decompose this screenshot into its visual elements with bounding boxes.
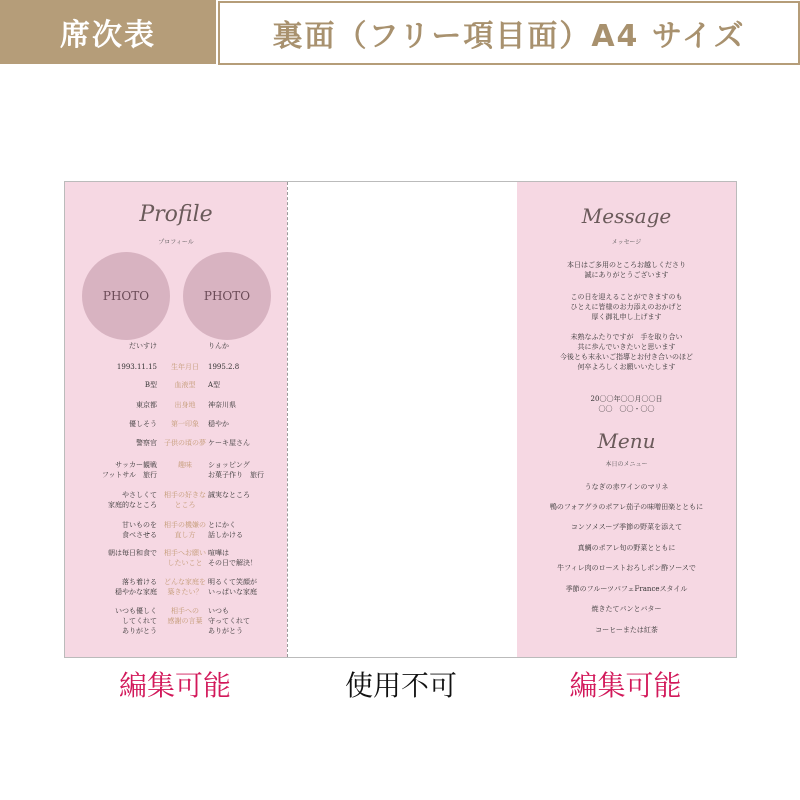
groom-value: 甘いものを 食べさせる: [122, 521, 157, 539]
bride-value: ショッピング お菓子作り 旅行: [208, 461, 264, 479]
menu-item: 鴨のフォアグラのポアレ茄子の味噌田楽とともに: [549, 503, 704, 511]
category-tag: 席次表: [0, 0, 216, 64]
profile-row-label: 相手の機嫌の 直し方: [164, 521, 206, 539]
caption-left-editable: 編集可能: [118, 669, 231, 702]
groom-value: やさしくて 家庭的なところ: [108, 491, 157, 509]
bride-value: A型: [208, 381, 221, 389]
bride-value: 誠実なところ: [208, 491, 250, 499]
menu-item: コンソメスープ季節の野菜を添えて: [570, 523, 683, 531]
groom-value: 落ち着ける 穏やかな家庭: [115, 578, 157, 596]
profile-row-label: 相手の好きな ところ: [164, 491, 206, 509]
bride-value: 明るくて笑顔が いっぱいな家庭: [208, 578, 257, 596]
groom-value: 1993.11.15: [116, 363, 157, 371]
profile-row-label: 血液型: [174, 381, 196, 389]
message-heading: Message: [581, 204, 672, 228]
profile-row-label: 第一印象: [171, 420, 199, 428]
message-subheading: メッセージ: [611, 239, 642, 246]
top-banner: [0, 0, 800, 64]
bride-value: 1995.2.8: [208, 363, 240, 371]
caption-center-unusable: 使用不可: [344, 669, 457, 702]
menu-item: うなぎの赤ワインのマリネ: [584, 483, 669, 491]
seating-chart-sheet: [64, 181, 737, 658]
menu-item: 真鯛のポアレ旬の野菜とともに: [577, 544, 676, 552]
menu-item: 季節のフルーツパフェFranceスタイル: [565, 585, 688, 593]
bride-value: 穏やか: [208, 420, 229, 428]
groom-value: サッカー観戦 フットサル 旅行: [101, 461, 157, 479]
bride-value: いつも 守ってくれて ありがとう: [208, 607, 250, 635]
page-title: 裏面（フリー項目面）A4 サイズ: [218, 1, 800, 65]
groom-value: 警察官: [136, 439, 157, 447]
message-paragraph: 本日はご多用のところお越しくださり 誠にありがとうございます: [567, 261, 686, 279]
profile-row-label: どんな家庭を 築きたい？: [164, 578, 206, 596]
profile-row-label: 相手への 感謝の言葉: [167, 607, 203, 625]
profile-panel[interactable]: [65, 182, 287, 657]
menu-heading: Menu: [597, 429, 656, 453]
groom-value: だいすけ: [129, 342, 157, 350]
profile-subheading: プロフィール: [158, 239, 194, 246]
profile-row-label: 相手へお願い したいこと: [164, 549, 206, 567]
menu-item: コーヒーまたは紅茶: [595, 626, 658, 634]
bride-value: ケーキ屋さん: [208, 439, 250, 447]
caption-right-editable: 編集可能: [569, 669, 682, 702]
menu-item: 焼きたてパンとバター: [591, 605, 662, 613]
profile-heading: Profile: [139, 202, 213, 227]
groom-value: B型: [144, 381, 157, 389]
message-date-names: 20〇〇年〇〇月〇〇日 〇〇 〇〇・〇〇: [590, 395, 663, 413]
profile-row-label: 子供の頃の夢: [164, 439, 206, 447]
profile-row-label: 趣味: [178, 461, 192, 469]
bride-value: 神奈川県: [208, 401, 236, 409]
groom-value: いつも優しく してくれて ありがとう: [115, 607, 157, 635]
groom-photo-placeholder[interactable]: PHOTO: [82, 252, 170, 340]
menu-item: 牛フィレ肉のローストおろしポン酢ソースで: [557, 564, 696, 572]
groom-value: 優しそう: [129, 420, 157, 428]
profile-row-label: 生年月日: [171, 363, 199, 371]
bride-value: 喧嘩は その日で解決！: [208, 549, 257, 567]
unusable-panel: [287, 182, 517, 657]
bride-value: とにかく 話しかける: [208, 521, 243, 539]
message-paragraph: この日を迎えることができますのも ひとえに皆様のお力添えのおかげと 厚く御礼申し上げます: [570, 293, 683, 321]
message-paragraph: 未熟なふたりですが 手を取り合い 共に歩んでいきたいと思います 今後とも末永いご指導とお付き合いのほど 何卒よろしくお願いいたします: [560, 333, 693, 371]
groom-value: 朝は毎日和食で: [108, 549, 157, 557]
profile-row-label: 出身地: [174, 401, 196, 409]
groom-value: 東京都: [136, 401, 157, 409]
bride-photo-placeholder[interactable]: PHOTO: [183, 252, 271, 340]
menu-subheading: 本日のメニュー: [605, 461, 648, 468]
bride-value: りんか: [208, 342, 229, 350]
message-menu-panel[interactable]: [517, 182, 736, 657]
fold-line-left: [287, 182, 288, 657]
